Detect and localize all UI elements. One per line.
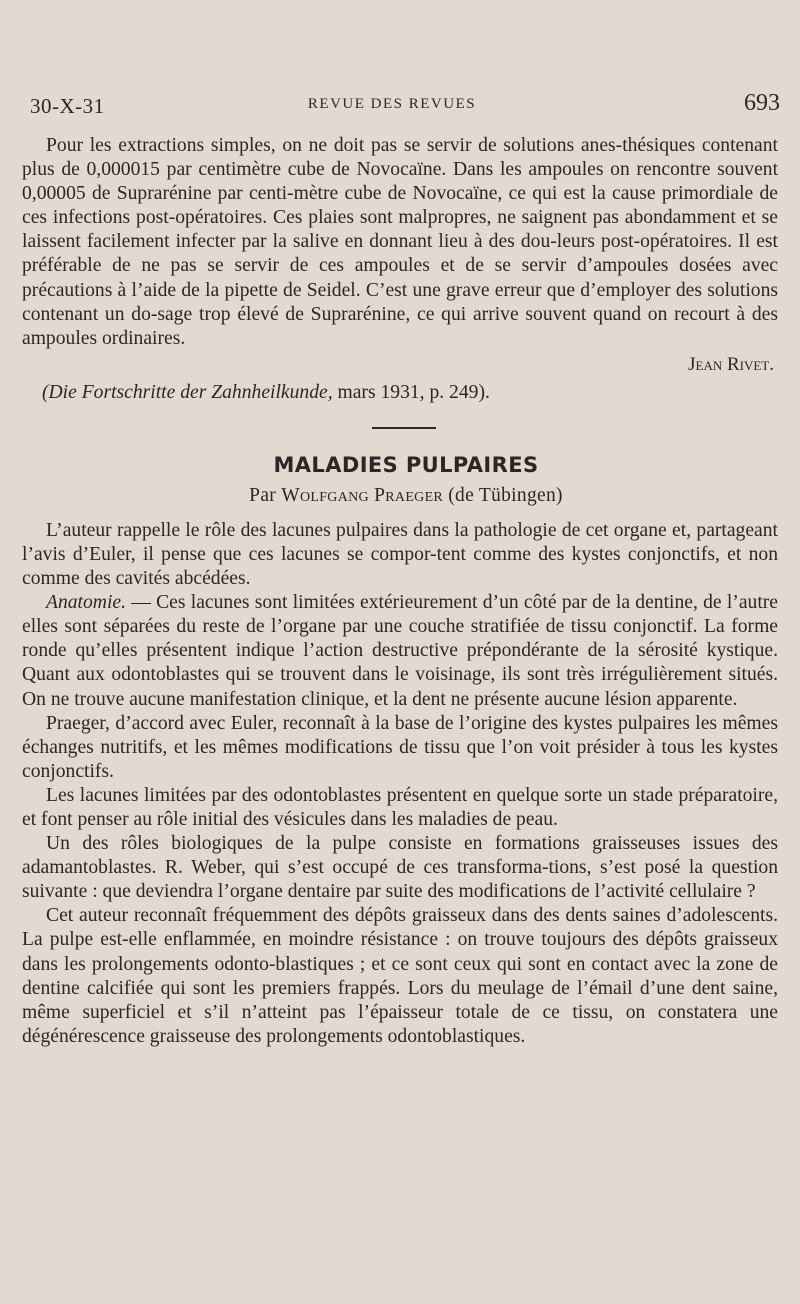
paragraph: [22, 712, 778, 784]
text-line: saines d’adolescents. La pulpe est-elle enflammée, en moindre résistance :: [22, 905, 778, 951]
text-line: tissu, on constatera une dégénérescence graisseuse des prolongements: [22, 1001, 778, 1047]
text-line: on trouve toujours des dépôts graisseux dans les prolongements odonto-: [22, 929, 778, 975]
source-citation: [42, 381, 722, 405]
text-line: maladies de peau.: [418, 808, 558, 830]
text-line: mètre cube de Novocaïne, ce qui est la cause primordiale de ces infections: [22, 183, 778, 229]
text-line: sage trop élevé de Suprarénine, ce qui arrive souvent quand on recourt: [157, 303, 730, 325]
article-body: [22, 519, 778, 1049]
byline-par: Par: [249, 484, 282, 506]
text-line: calcifiée qui sont les premiers frappés. Lors du meulage de l’émail d’une: [86, 977, 685, 999]
paragraph: [22, 832, 778, 904]
text-line: à des ampoules ordinaires.: [22, 303, 778, 349]
running-head: [30, 90, 780, 126]
text-line: Seidel. C’est une grave erreur que d’employer des solutions contenant un do-: [22, 279, 778, 325]
text-line: tent comme des kystes conjonctifs, et non comme des cavités abcédées.: [22, 543, 779, 590]
source-details: mars 1931, p. 249).: [332, 381, 490, 403]
text-line: Cet auteur reconnaît fréquemment des dépôts graisseux dans des dents: [46, 905, 607, 927]
paragraph: [22, 519, 778, 591]
text-line: Pour les extractions simples, on ne doit pas se servir de solutions anes-: [46, 135, 623, 156]
text-line: cet organe et, partageant l’avis d’Euler, il pense que ces lacunes se compor-: [22, 519, 778, 565]
text-line: issues des adamantoblastes. R. Weber, qui s’est occupé de ces transforma-: [22, 833, 778, 879]
text-line: tions, s’est posé la question suivante : que deviendra l’organe dentaire: [22, 857, 778, 903]
source-journal: (Die Fortschritte der Zahnheilkunde,: [42, 381, 333, 403]
text-line: dent saine, même superficiel et s’il n’atteint pas l’épaisseur totale de ce: [22, 977, 778, 1023]
issue-date: 30-X-31: [30, 94, 105, 118]
text-line: thésiques contenant plus de 0,000015 par centimètre cube de Novocaïne.: [22, 135, 778, 181]
text-line: Un des rôles biologiques de la pulpe consiste en formations graisseuses: [46, 833, 681, 855]
text-line: pulpaires les mêmes échanges nutritifs, et les mêmes modifications de tissu: [22, 712, 778, 758]
section-title: MALADIES PULPAIRES: [273, 452, 539, 477]
text-line: couche stratifiée de tissu conjonctif. La forme ronde qu’elles présentent: [22, 616, 779, 662]
text-line: blastiques ; et ce sont ceux qui sont en contact avec la zone de dentine: [22, 953, 778, 999]
page-number: 693: [744, 90, 780, 116]
paragraph: [22, 784, 778, 832]
text-line: Dans les ampoules on rencontre souvent 0,00005 de Suprarénine par centi-: [22, 159, 779, 205]
text-line: dent ne présente aucune lésion apparente.: [412, 688, 738, 710]
text-line: Praeger, d’accord avec Euler, reconnaît à la base de l’origine des kystes: [46, 712, 613, 734]
text-line: irrégulièrement situés. On ne trouve aucune manifestation clinique, et la: [22, 664, 779, 710]
text-line: de la dentine, de l’autre elles sont séparées du reste de l’organe par une: [22, 592, 778, 638]
text-line: Les lacunes limitées par des odontoblastes présentent en quelque sorte: [46, 784, 603, 806]
author-signature: [62, 353, 774, 377]
text-line: et se laissent facilement infecter par la salive en donnant lieu à des dou-: [22, 207, 778, 253]
text-line: indique l’action destructive prépondérante de la sérosité kystique.: [235, 640, 778, 662]
text-line: que l’on voit présider à tous les kystes conjonctifs.: [22, 736, 778, 782]
text-line: par suite des modifications de l’activité cellulaire ?: [355, 881, 756, 903]
text-line: et de se servir d’ampoules dosées avec précautions à l’aide de la pipette de: [22, 255, 779, 301]
paragraph: [22, 134, 778, 351]
text-line: Quant aux odontoblastes qui se trouvent dans le voisinage, ils sont très: [22, 664, 595, 686]
byline: [76, 485, 736, 507]
subheading-anatomie: Anatomie.: [46, 592, 126, 614]
text-line: un stade préparatoire, et font penser au rôle initial des vésicules dans les: [22, 784, 778, 830]
text-line: L’auteur rappelle le rôle des lacunes pulpaires dans la pathologie de: [46, 519, 581, 541]
text-line: leurs post-opératoires. Il est préférable de ne pas se servir de ces ampoules: [22, 231, 778, 277]
article-continuation: [22, 134, 778, 351]
journal-title: REVUE DES REVUES: [307, 96, 477, 112]
section-divider: [372, 427, 436, 429]
text-line: post-opératoires. Ces plaies sont malpropres, ne saignent pas abondamment: [136, 207, 736, 229]
paragraph: [22, 591, 778, 711]
signature-name: Jean Rivet.: [688, 353, 774, 375]
byline-author: Wolfgang Praeger: [281, 484, 444, 506]
text-line: odontoblastiques.: [387, 1025, 526, 1047]
byline-place: (de Tübingen): [443, 484, 563, 506]
paragraph: [22, 904, 778, 1049]
text-line: — Ces lacunes sont limitées extérieurement d’un côté par: [126, 592, 587, 614]
